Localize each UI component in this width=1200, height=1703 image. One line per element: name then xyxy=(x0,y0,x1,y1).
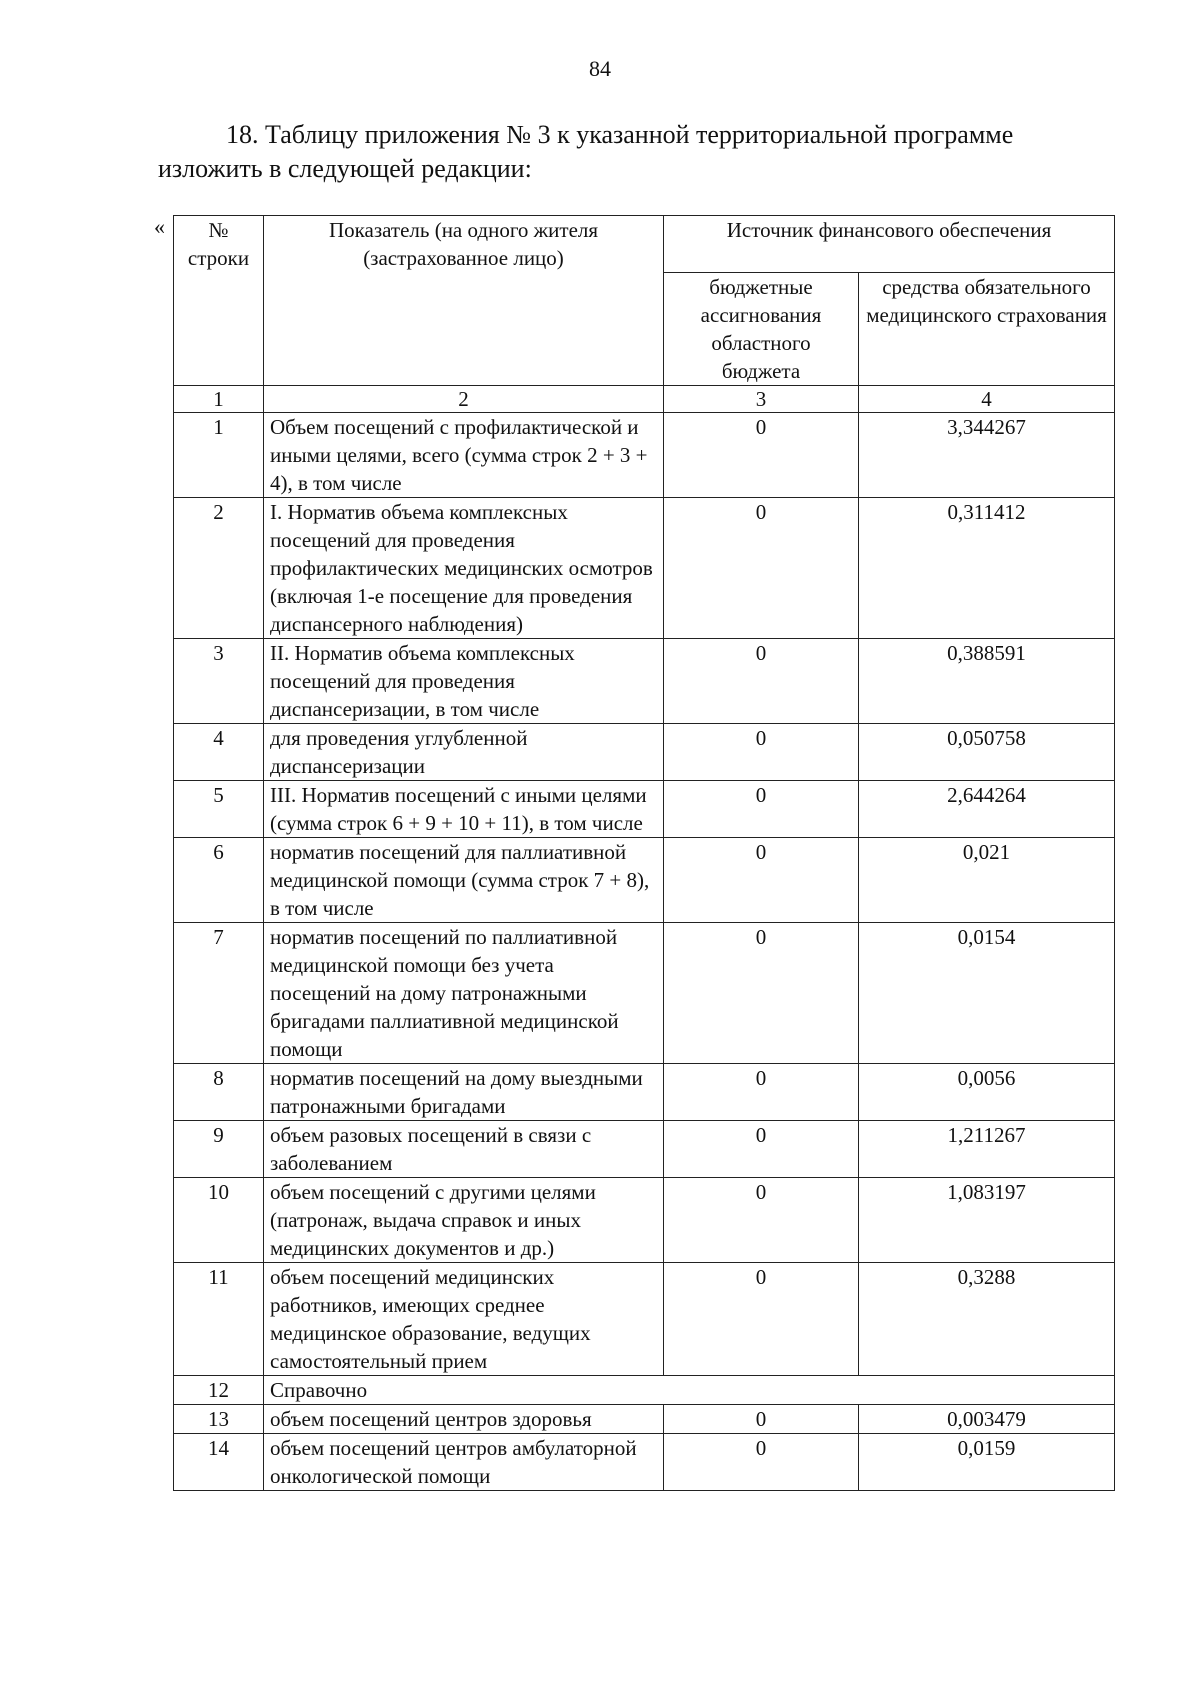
row-number: 9 xyxy=(174,1121,264,1178)
opening-quote: « xyxy=(154,214,165,239)
reference-row xyxy=(174,1376,1115,1405)
header-row-number: № строки xyxy=(174,216,264,386)
header-indicator: Показатель (на одного жителя (застрахованное лицо) xyxy=(264,216,664,386)
row-number: 14 xyxy=(174,1434,264,1491)
intro-paragraph xyxy=(158,118,1098,186)
row-number: 7 xyxy=(174,923,264,1064)
table-row xyxy=(174,1064,1115,1121)
table-row xyxy=(174,781,1115,838)
row-budget-value: 0 xyxy=(664,923,859,1064)
row-oms-value: 0,311412 xyxy=(859,498,1115,639)
row-indicator: объем разовых посещений в связи с заболеванием xyxy=(264,1121,664,1178)
row-number: 13 xyxy=(174,1405,264,1434)
row-oms-value: 1,083197 xyxy=(859,1178,1115,1263)
row-budget-value: 0 xyxy=(664,838,859,923)
row-budget-value: 0 xyxy=(664,724,859,781)
column-number-row xyxy=(174,386,1115,413)
header-budget: бюджетные ассигнования областного бюджета xyxy=(664,273,859,386)
table-row xyxy=(174,413,1115,498)
column-number: 1 xyxy=(174,386,264,413)
row-budget-value: 0 xyxy=(664,1405,859,1434)
row-oms-value: 1,211267 xyxy=(859,1121,1115,1178)
row-indicator: II. Норматив объема комплексных посещений для проведения диспансеризации, в том числе xyxy=(264,639,664,724)
row-indicator: объем посещений центров амбулаторной онкологической помощи xyxy=(264,1434,664,1491)
row-budget-value: 0 xyxy=(664,781,859,838)
table-row xyxy=(174,1434,1115,1491)
row-oms-value: 0,0056 xyxy=(859,1064,1115,1121)
row-number: 5 xyxy=(174,781,264,838)
row-number: 3 xyxy=(174,639,264,724)
row-budget-value: 0 xyxy=(664,1434,859,1491)
row-oms-value: 0,388591 xyxy=(859,639,1115,724)
row-indicator: объем посещений с другими целями (патронаж, выдача справок и иных медицинских документов и др.) xyxy=(264,1178,664,1263)
row-budget-value: 0 xyxy=(664,1064,859,1121)
header-oms: средства обязательного медицинского страхования xyxy=(859,273,1115,386)
column-number: 3 xyxy=(664,386,859,413)
row-number: 2 xyxy=(174,498,264,639)
table-row xyxy=(174,498,1115,639)
table-row xyxy=(174,1178,1115,1263)
row-indicator: объем посещений центров здоровья xyxy=(264,1405,664,1434)
row-budget-value: 0 xyxy=(664,413,859,498)
row-oms-value: 0,3288 xyxy=(859,1263,1115,1376)
table-row xyxy=(174,838,1115,923)
indicator-table xyxy=(173,215,1115,1491)
intro-line-2: изложить в следующей редакции: xyxy=(158,154,532,183)
table-row xyxy=(174,1405,1115,1434)
header-funding-source: Источник финансового обеспечения xyxy=(664,216,1115,273)
table-row xyxy=(174,923,1115,1064)
row-number: 6 xyxy=(174,838,264,923)
table-row xyxy=(174,1263,1115,1376)
column-number: 4 xyxy=(859,386,1115,413)
row-oms-value: 0,021 xyxy=(859,838,1115,923)
reference-label: Справочно xyxy=(264,1376,1115,1405)
row-oms-value: 2,644264 xyxy=(859,781,1115,838)
row-budget-value: 0 xyxy=(664,1263,859,1376)
row-indicator: норматив посещений на дому выездными патронажными бригадами xyxy=(264,1064,664,1121)
row-oms-value: 0,0159 xyxy=(859,1434,1115,1491)
row-budget-value: 0 xyxy=(664,639,859,724)
row-indicator: III. Норматив посещений с иными целями (сумма строк 6 + 9 + 10 + 11), в том числе xyxy=(264,781,664,838)
row-number: 4 xyxy=(174,724,264,781)
header-row-1 xyxy=(174,216,1115,273)
row-oms-value: 3,344267 xyxy=(859,413,1115,498)
row-number: 12 xyxy=(174,1376,264,1405)
intro-line-1: 18. Таблицу приложения № 3 к указанной территориальной программе xyxy=(226,120,1014,149)
row-number: 8 xyxy=(174,1064,264,1121)
row-oms-value: 0,050758 xyxy=(859,724,1115,781)
row-oms-value: 0,003479 xyxy=(859,1405,1115,1434)
row-number: 11 xyxy=(174,1263,264,1376)
page-number: 84 xyxy=(589,56,611,81)
row-number: 1 xyxy=(174,413,264,498)
row-indicator: I. Норматив объема комплексных посещений для проведения профилактических медицинских осмотров (включая 1-е посещение для проведения диспансерного наблюдения) xyxy=(264,498,664,639)
row-oms-value: 0,0154 xyxy=(859,923,1115,1064)
row-indicator: Объем посещений с профилактической и иными целями, всего (сумма строк 2 + 3 + 4), в том числе xyxy=(264,413,664,498)
table-row xyxy=(174,639,1115,724)
row-budget-value: 0 xyxy=(664,498,859,639)
table-row xyxy=(174,724,1115,781)
table-row xyxy=(174,1121,1115,1178)
row-budget-value: 0 xyxy=(664,1121,859,1178)
row-indicator: для проведения углубленной диспансеризации xyxy=(264,724,664,781)
row-indicator: норматив посещений по паллиативной медицинской помощи без учета посещений на дому патронажными бригадами паллиативной медицинской помощи xyxy=(264,923,664,1064)
column-number: 2 xyxy=(264,386,664,413)
row-budget-value: 0 xyxy=(664,1178,859,1263)
row-number: 10 xyxy=(174,1178,264,1263)
row-indicator: объем посещений медицинских работников, имеющих среднее медицинское образование, ведущих самостоятельный прием xyxy=(264,1263,664,1376)
row-indicator: норматив посещений для паллиативной медицинской помощи (сумма строк 7 + 8), в том числе xyxy=(264,838,664,923)
